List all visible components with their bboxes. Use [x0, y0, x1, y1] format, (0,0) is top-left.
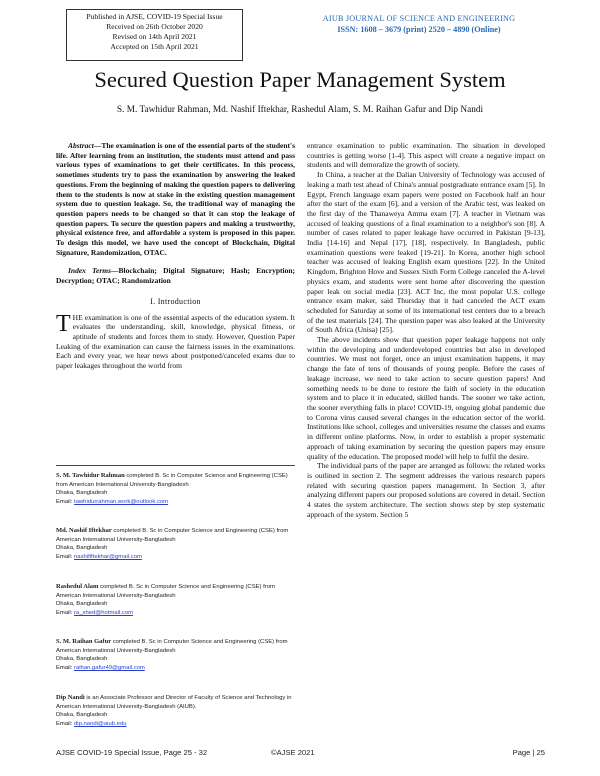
author-desc: completed B. Sc in Computer Science and Engineering (CSE) from American International University-Bangladesh: [56, 584, 275, 599]
pub-line: Published in AJSE, COVID-19 Special Issue: [86, 12, 223, 21]
section-heading-introduction: I. Introduction: [150, 296, 201, 306]
author-location: Dhaka, Bangladesh: [56, 656, 108, 663]
footer-copyright: ©AJSE 2021: [271, 748, 315, 757]
body-paragraph: In China, a teacher at the Dalian University of Technology was accused of leaking a math test ahead of China's annual postgraduate entrance exam [5]. In Egypt, French language exam papers were posted on Facebook half an hour after the start of the exam [6], and a version of the Arabic test, was leaked on the first day of the Thanaweya Amma exam [7]. A teacher in Vietnam was accused of leaking questions of a final examination to a neighbor's son [8]. A number of cases related to paper leakage have occurred in Pakistan [9-13], India [14-16] and Nepal [17], [18], respectively. In Bangladesh, public examination questions were leaked [19-21]. In Korea, another high school teacher was accused of leaking English exam questions [22]. In the United Kingdom, Brighton Hove and Sussex Sixth Form College canceled the A-level physics exam, and students were sent home after discovering the question paper leak on social media [23]. ACT Inc, the most popular U.S. college entrance exam maker, said Thursday that it had canceled the ACT exam scheduled for Saturday at some of its international test centers due to a breach of the test materials [24]. The question paper was also leaked at the University of South Africa (Unisa) [25].: [307, 170, 545, 335]
author-footnote: [56, 527, 295, 561]
email-label: Email:: [56, 609, 75, 616]
author-location: Dhaka, Bangladesh: [56, 545, 108, 552]
abstract-lead: Abstract: [68, 141, 94, 150]
author-desc: completed B. Sc in Computer Science and Engineering (CSE) from American International University-Bangladesh: [56, 639, 288, 654]
author-name: Rashedul Alam: [56, 583, 99, 590]
body-paragraph: The individual parts of the paper are arranged as follows: the related works is outlined in section 2. The segment addresses the various research papers related with securing question papers management. In Section 3, after analyzing different papers our proposed solutions are covered in detail. Section 4 states the system architecture. The section shows step by step systematic approach of the system. Section 5: [307, 461, 545, 519]
left-column: [56, 141, 295, 371]
index-terms-text: —Blockchain; Digital Signature; Hash; Encryption; Decryption; OTAC; Randomization: [56, 266, 296, 286]
email-label: Email:: [56, 553, 75, 560]
index-terms-lead: Index Terms: [68, 266, 112, 276]
author-desc: completed B. Sc in Computer Science and Engineering (CSE) from American International University-Bangladesh: [56, 473, 288, 488]
footer-issue: AJSE COVID-19 Special Issue, Page 25 - 32: [56, 748, 208, 757]
journal-issn: ISSN: 1608 – 3679 (print) 2520 – 4890 (Online): [337, 25, 501, 34]
abstract: [56, 141, 295, 257]
journal-name: AIUB JOURNAL OF SCIENCE AND ENGINEERING: [322, 14, 516, 23]
author-desc: is an Associate Professor and Director of Faculty of Science and Technology in American International University-Bangladesh (AIUB).: [56, 695, 292, 710]
pub-line: Revised on 14th April 2021: [112, 32, 197, 41]
paper-authors: S. M. Tawhidur Rahman, Md. Nashif Iftekhar, Rashedul Alam, S. M. Raihan Gafur and Dip Nandi: [116, 105, 484, 115]
author-name: Dip Nandi: [56, 694, 85, 701]
intro-text: HE examination is one of the essential aspects of the education system. It evaluates the understanding, skill, knowledge, physical fitness, or aptitude of students and forces them to study. However, Question Paper Leaking of the examination can cause the fairness issues in the examinations. Each and every year, we hear news about postponed/canceled exams due to paper leakages throughout the world from: [56, 312, 295, 371]
author-email-link[interactable]: dip.nandi@aiub.edu: [74, 720, 127, 727]
body-paragraph: The above incidents show that question paper leakage happens not only within the developing and underdeveloped countries but also in developed countries. We must not forget, once an unjust examination happens, it may change the fate of tens of thousands of young people. Before the cases of leakage increase, we need to take action to secure question papers! And something needs to be done to restore the faith of society in the education system and to place it in educated, skilled hands. The sooner we take action, the sooner everything falls in place! COVID-19, ongoing global pandemic due to Corona virus caused several changes in the education sector of the world. Institutions like school, colleges and universities resume the classes and exams in different online platforms. Now, in order to establish a proper systematic approach of taking examination by securing the question papers may ensure quality of the education. The proposed model will help to fulfil the desire.: [307, 335, 545, 461]
email-label: Email:: [56, 498, 75, 505]
author-name: S. M. Raihan Gafur: [56, 638, 112, 645]
drop-cap: T: [56, 310, 71, 337]
abstract-text: —The examination is one of the essential parts of the student's life. After learning from an institution, the students must attend and pass various types of examinations to get their certificates. In this process, sometimes students try to pass the examination by answering the leaked questions. From the beginning of making the question papers to delivering them to the students is now at stake in the existing question management system due to question leakage. So, the traditional way of managing the question papers needs to be changed so that it can stop the leakage of question papers. To secure the question papers and making a trustworthy, physical existence free, and affordable a system is proposed in this paper. To design this model, we have used the concept of Blockchain, Digital Signature, Randomization, OTAC.: [56, 141, 295, 257]
author-location: Dhaka, Bangladesh: [56, 490, 108, 497]
author-footnote: [56, 638, 295, 672]
author-name: S. M. Tawhidur Rahman: [56, 472, 125, 479]
pub-line: Accepted on 15th April 2021: [110, 42, 199, 51]
author-email-link[interactable]: ra_shed@hotmail.com: [74, 609, 134, 616]
author-footnote: [56, 694, 295, 728]
author-location: Dhaka, Bangladesh: [56, 601, 108, 608]
journal-header: [294, 13, 544, 35]
pub-line: Received on 26th October 2020: [106, 22, 203, 31]
publication-info-box: [66, 9, 243, 61]
email-label: Email:: [56, 664, 75, 671]
intro-paragraph: [56, 310, 295, 371]
body-paragraph: entrance examination to public examination. The situation in developed countries is getting worse [1-4]. This aspect will create a negative impact on students and will demoralize the growth of society.: [307, 141, 545, 170]
email-label: Email:: [56, 720, 75, 727]
footer-page-number: Page | 25: [512, 748, 545, 757]
author-desc: completed B. Sc in Computer Science and Engineering (CSE) from American International University-Bangladesh: [56, 528, 289, 543]
footnote-divider: [56, 465, 295, 466]
author-footnote: [56, 583, 295, 617]
paper-title: Secured Question Paper Management System: [94, 67, 506, 92]
author-email-link[interactable]: tawhidurrahman.work@outlook.com: [74, 498, 169, 505]
author-name: Md. Nashif Iftekhar: [56, 527, 112, 534]
author-footnote: [56, 472, 295, 506]
index-terms: [56, 266, 295, 285]
right-column: [307, 141, 545, 519]
author-location: Dhaka, Bangladesh: [56, 712, 108, 719]
author-email-link[interactable]: nashififtekhar@gmail.com: [74, 553, 142, 560]
author-email-link[interactable]: raihan.gafur49@gmail.com: [74, 664, 145, 671]
